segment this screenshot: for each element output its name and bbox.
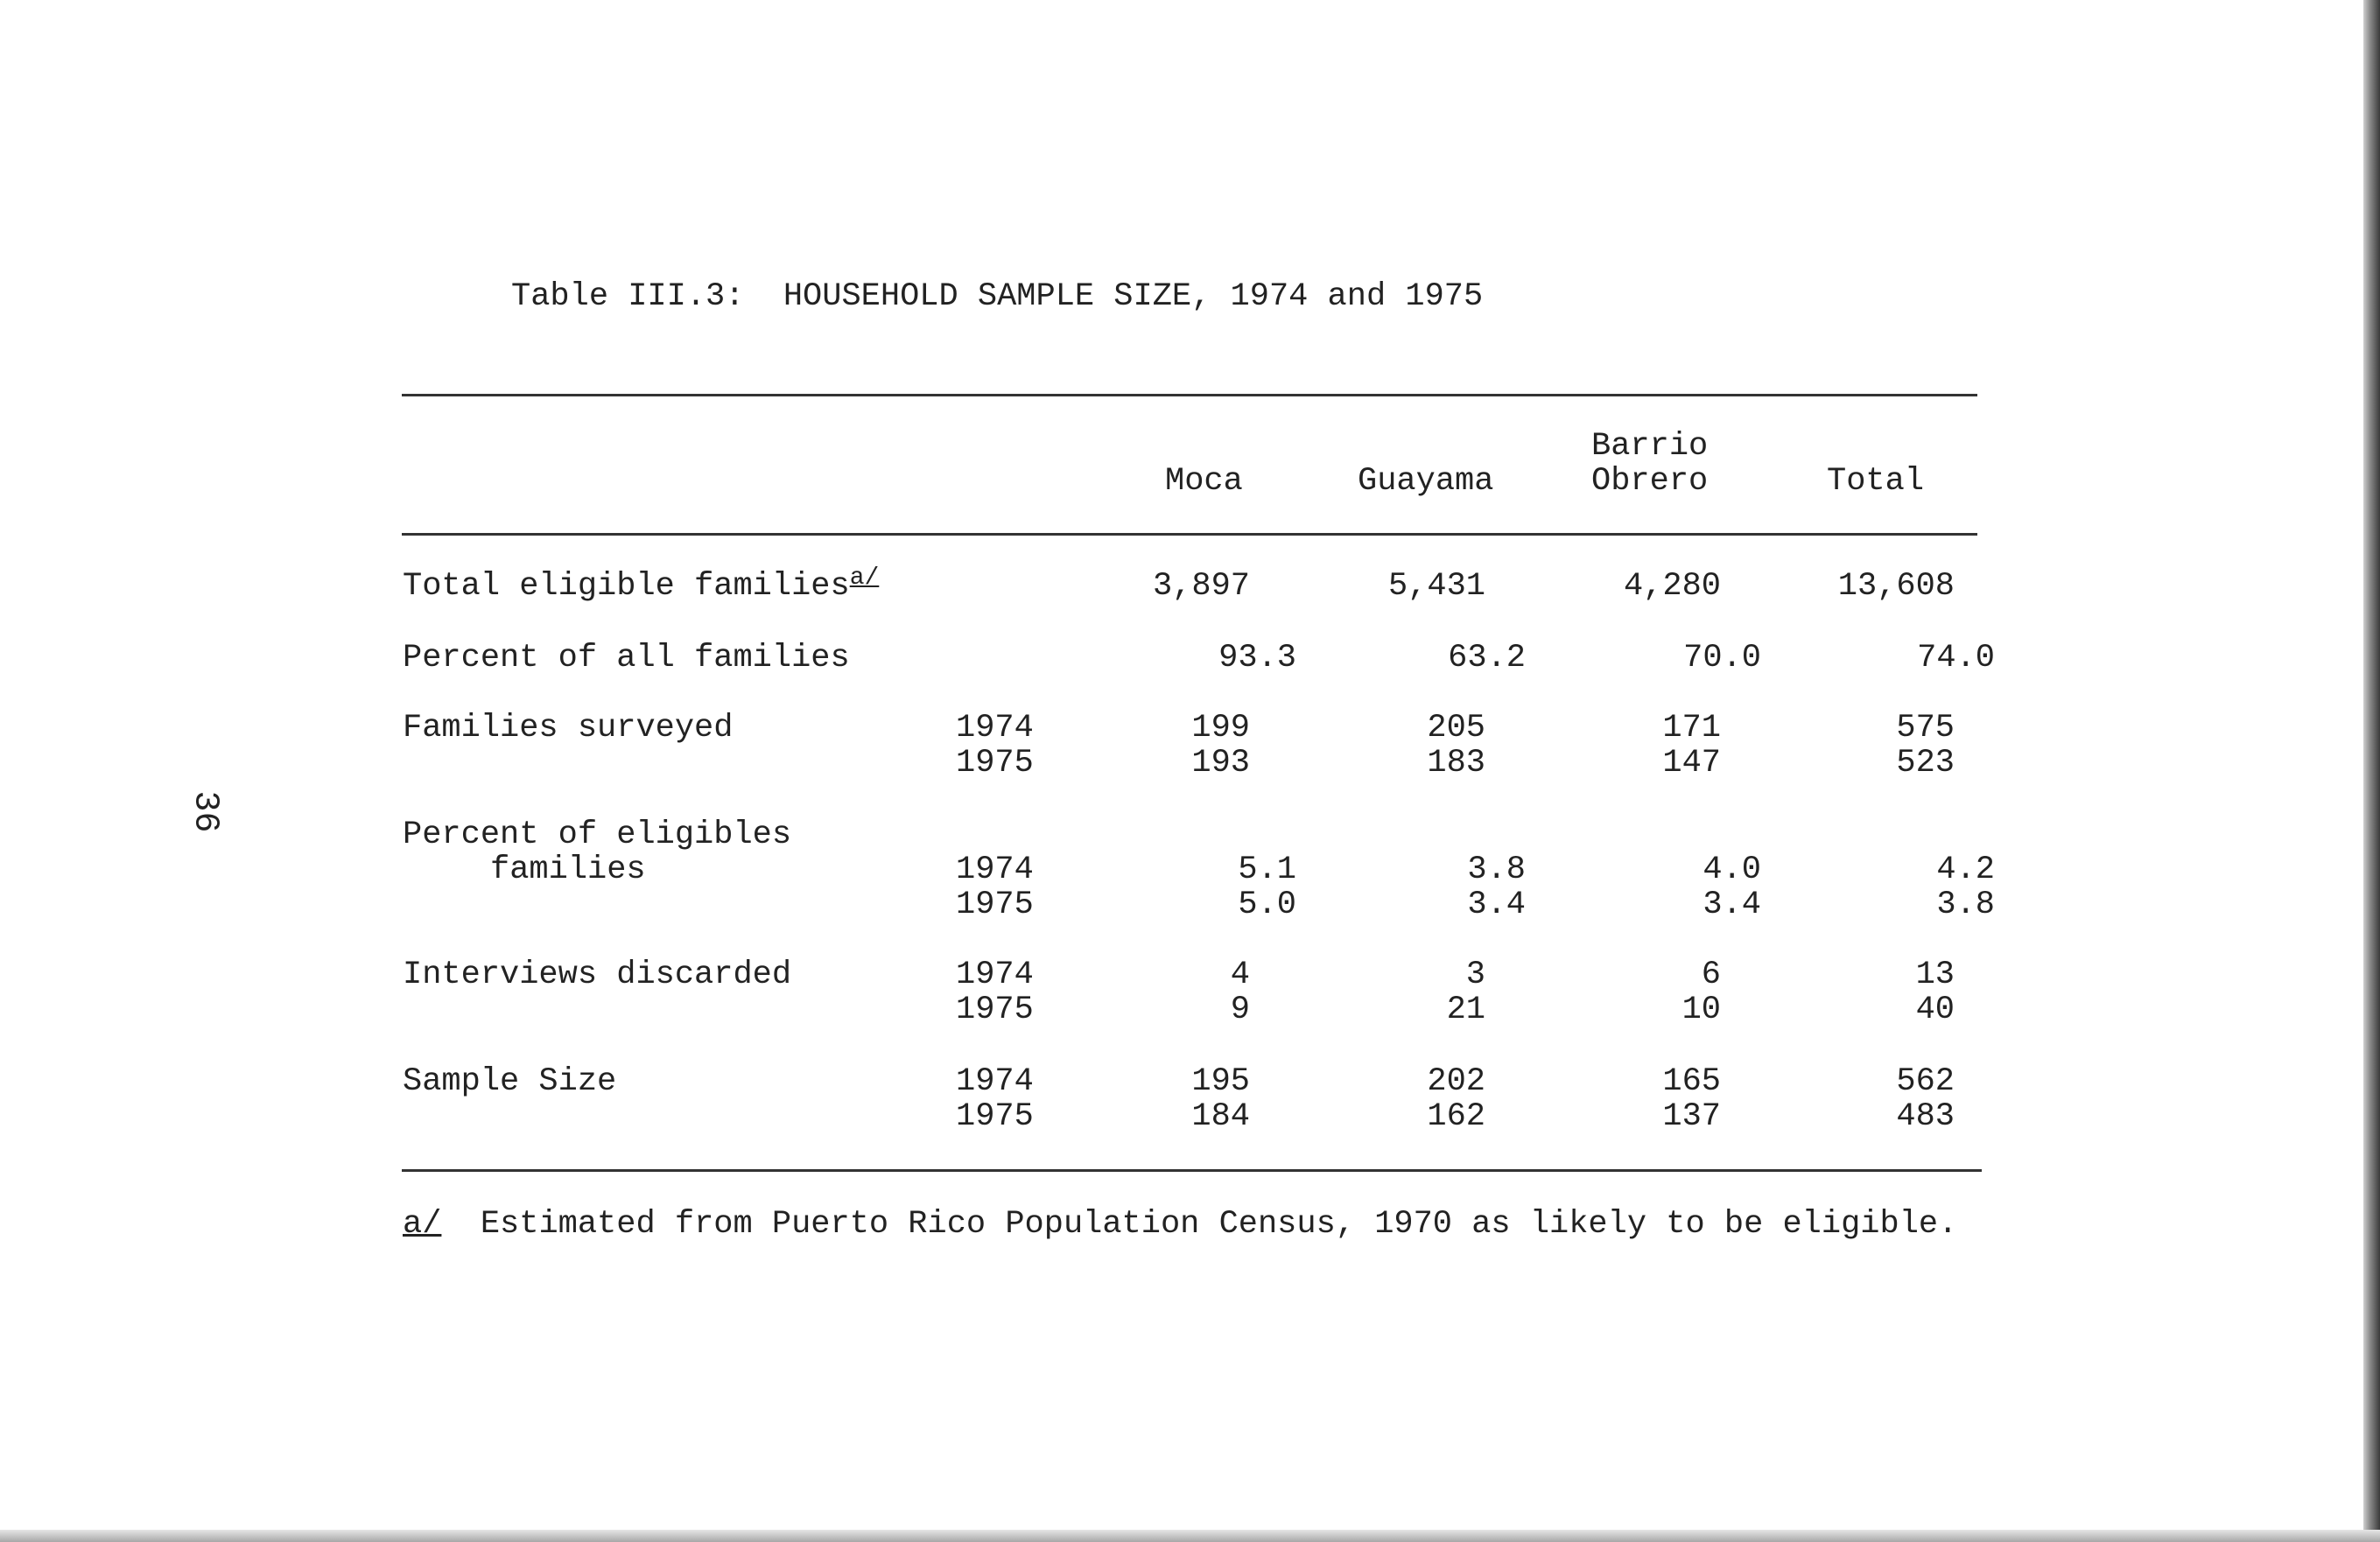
cell-sample-1975-total: 483 [1896,1098,1955,1135]
year-label: 1975 [956,887,1034,923]
row-label-eligible: Total eligible families$^{a/}$ [403,564,880,605]
cell-discarded-1975-barrio: 10 [1681,992,1721,1028]
cell-sample-1974-guayama: 202 [1427,1063,1485,1100]
cell-eligible-moca: 3,897 [1152,568,1250,605]
cell-percent-all-moca: 93.3 [1218,640,1296,676]
page-bottom-edge [0,1530,2380,1542]
footnote-ref: a/ [849,564,880,592]
cell-surveyed-1974-guayama: 205 [1427,710,1485,746]
row-label-percent-all: Percent of all families [403,640,850,676]
cell-discarded-1974-moca: 4 [1230,957,1250,993]
page-edge-shadow [2363,0,2380,1542]
cell-sample-1975-guayama: 162 [1427,1098,1485,1135]
footnote-mark: a/ [403,1206,442,1243]
cell-percent-all-guayama: 63.2 [1448,640,1526,676]
footnote-text: Estimated from Puerto Rico Population Census, 1970 as likely to be eligible. [441,1206,1958,1243]
year-label: 1974 [956,957,1034,993]
cell-sample-1974-moca: 195 [1191,1063,1250,1100]
header-rule [402,533,1977,536]
cell-discarded-1975-moca: 9 [1230,992,1250,1028]
col-header-moca: Moca [1165,463,1243,500]
year-label: 1975 [956,745,1034,782]
row-label-percent-eligibles-cont: families [490,852,646,888]
cell-percent-all-total: 74.0 [1917,640,1995,676]
row-label-discarded: Interviews discarded [403,957,792,993]
cell-pctelig-1975-barrio: 3.4 [1703,887,1761,923]
bottom-rule [402,1169,1982,1172]
cell-sample-1975-moca: 184 [1191,1098,1250,1135]
cell-pctelig-1975-total: 3.8 [1936,887,1995,923]
cell-discarded-1974-total: 13 [1915,957,1955,993]
cell-sample-1974-total: 562 [1896,1063,1955,1100]
cell-surveyed-1975-total: 523 [1896,745,1955,782]
year-label: 1975 [956,1098,1034,1135]
cell-sample-1974-barrio: 165 [1662,1063,1721,1100]
cell-surveyed-1975-moca: 193 [1191,745,1250,782]
year-label: 1974 [956,710,1034,746]
footnote [403,1206,1957,1243]
cell-discarded-1974-guayama: 3 [1465,957,1485,993]
cell-eligible-barrio: 4,280 [1623,568,1721,605]
cell-surveyed-1974-moca: 199 [1191,710,1250,746]
year-label: 1974 [956,1063,1034,1100]
table-title: Table III.3: HOUSEHOLD SAMPLE SIZE, 1974 and 1975 [511,278,1484,315]
row-label-sample: Sample Size [403,1063,617,1100]
cell-discarded-1975-total: 40 [1915,992,1955,1028]
cell-sample-1975-barrio: 137 [1662,1098,1721,1135]
cell-surveyed-1975-guayama: 183 [1427,745,1485,782]
top-rule [402,394,1977,396]
cell-eligible-total: 13,608 [1837,568,1955,605]
cell-eligible-guayama: 5,431 [1387,568,1485,605]
row-label-surveyed: Families surveyed [403,710,734,746]
cell-discarded-1974-barrio: 6 [1701,957,1721,993]
cell-surveyed-1974-total: 575 [1896,710,1955,746]
cell-pctelig-1974-moca: 5.1 [1238,852,1296,888]
cell-percent-all-barrio: 70.0 [1683,640,1761,676]
col-header-total: Total [1827,463,1925,500]
col-header-guayama: Guayama [1358,463,1494,500]
col-header-obrero: Obrero [1591,463,1709,500]
cell-discarded-1975-guayama: 21 [1446,992,1485,1028]
cell-surveyed-1975-barrio: 147 [1662,745,1721,782]
year-label: 1974 [956,852,1034,888]
row-label-percent-eligibles: Percent of eligibles [403,817,792,853]
year-label: 1975 [956,992,1034,1028]
cell-pctelig-1974-barrio: 4.0 [1703,852,1761,888]
cell-pctelig-1974-total: 4.2 [1936,852,1995,888]
col-header-barrio: Barrio [1591,428,1709,465]
cell-surveyed-1974-barrio: 171 [1662,710,1721,746]
cell-pctelig-1974-guayama: 3.8 [1467,852,1526,888]
cell-pctelig-1975-guayama: 3.4 [1467,887,1526,923]
page-number: 36 [185,790,225,833]
cell-pctelig-1975-moca: 5.0 [1238,887,1296,923]
